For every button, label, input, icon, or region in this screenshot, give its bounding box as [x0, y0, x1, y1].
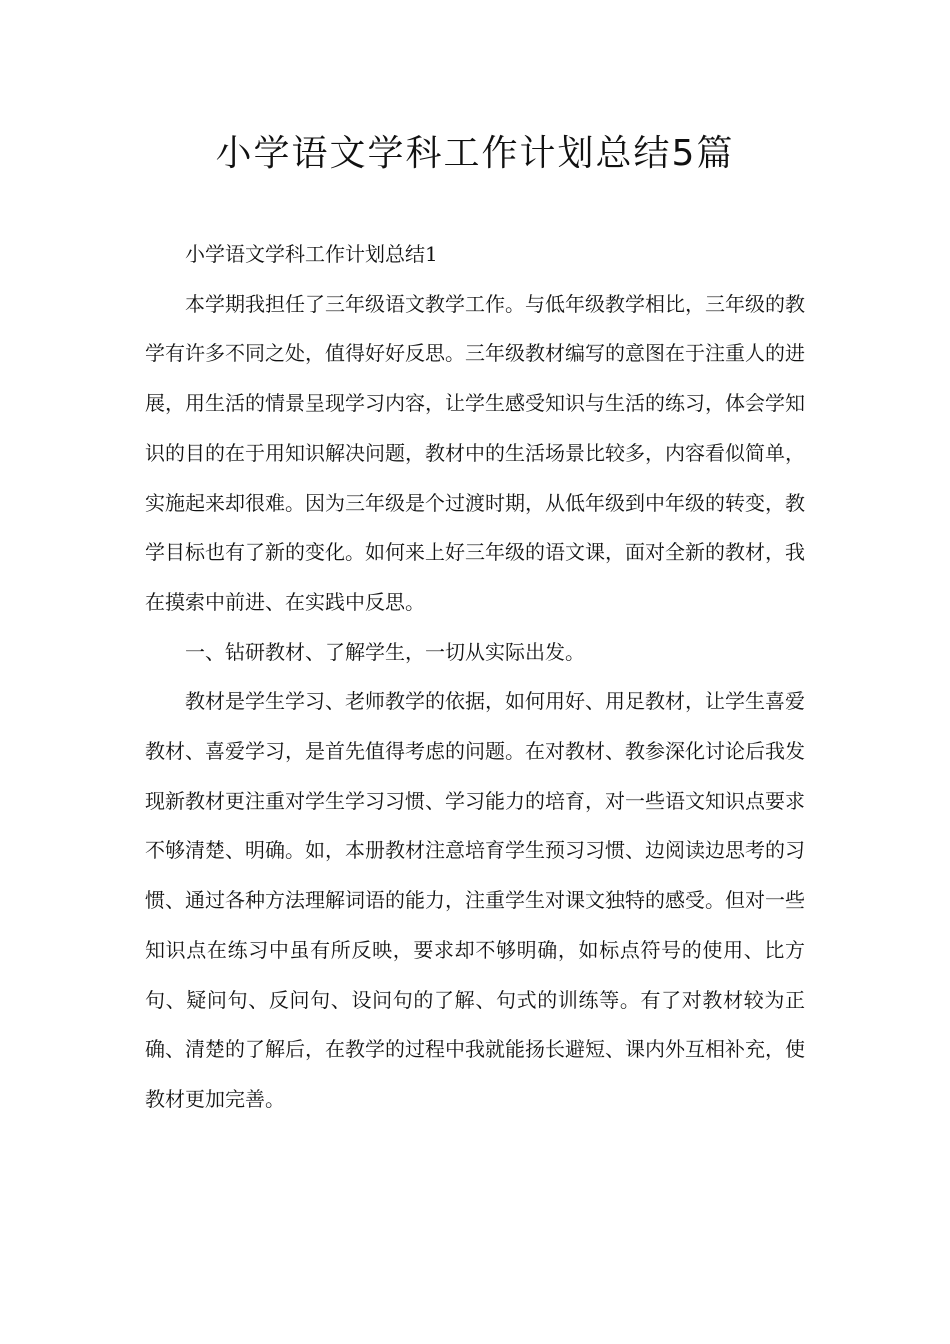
paragraph-textbook: 教材是学生学习、老师教学的依据，如何用好、用足教材，让学生喜爱教材、喜爱学习，是首先值得考虑的问题。在对教材、教参深化讨论后我发现新教材更注重对学生学习习惯、学习能力的培育，对一些语文知识点要求不够清楚、明确。如，本册教材注意培育学生预习习惯、边阅读边思考的习惯、通过各种方法理解词语的能力，注重学生对课文独特的感受。但对一些知识点在练习中虽有所反映，要求却不够明确，如标点符号的使用、比方句、疑问句、反问句、设问句的了解、句式的训练等。有了对教材较为正确、清楚的了解后，在教学的过程中我就能扬长避短、课内外互相补充，使教材更加完善。: [145, 689, 805, 1111]
document-title: 小学语文学科工作计划总结5篇: [215, 133, 735, 174]
subheading-1: 一、钻研教材、了解学生，一切从实际出发。: [185, 639, 585, 664]
section-heading-1: 小学语文学科工作计划总结1: [185, 242, 438, 266]
document-body: [145, 230, 805, 1125]
paragraph-intro: 本学期我担任了三年级语文教学工作。与低年级教学相比，三年级的教学有许多不同之处，值得好好反思。三年级教材编写的意图在于注重人的进展，用生活的情景呈现学习内容，让学生感受知识与生活的练习，体会学知识的目的在于用知识解决问题，教材中的生活场景比较多，内容看似简单，实施起来却很难。因为三年级是个过渡时期，从低年级到中年级的转变，教学目标也有了新的变化。如何来上好三年级的语文课，面对全新的教材，我在摸索中前进、在实践中反思。: [145, 291, 805, 614]
